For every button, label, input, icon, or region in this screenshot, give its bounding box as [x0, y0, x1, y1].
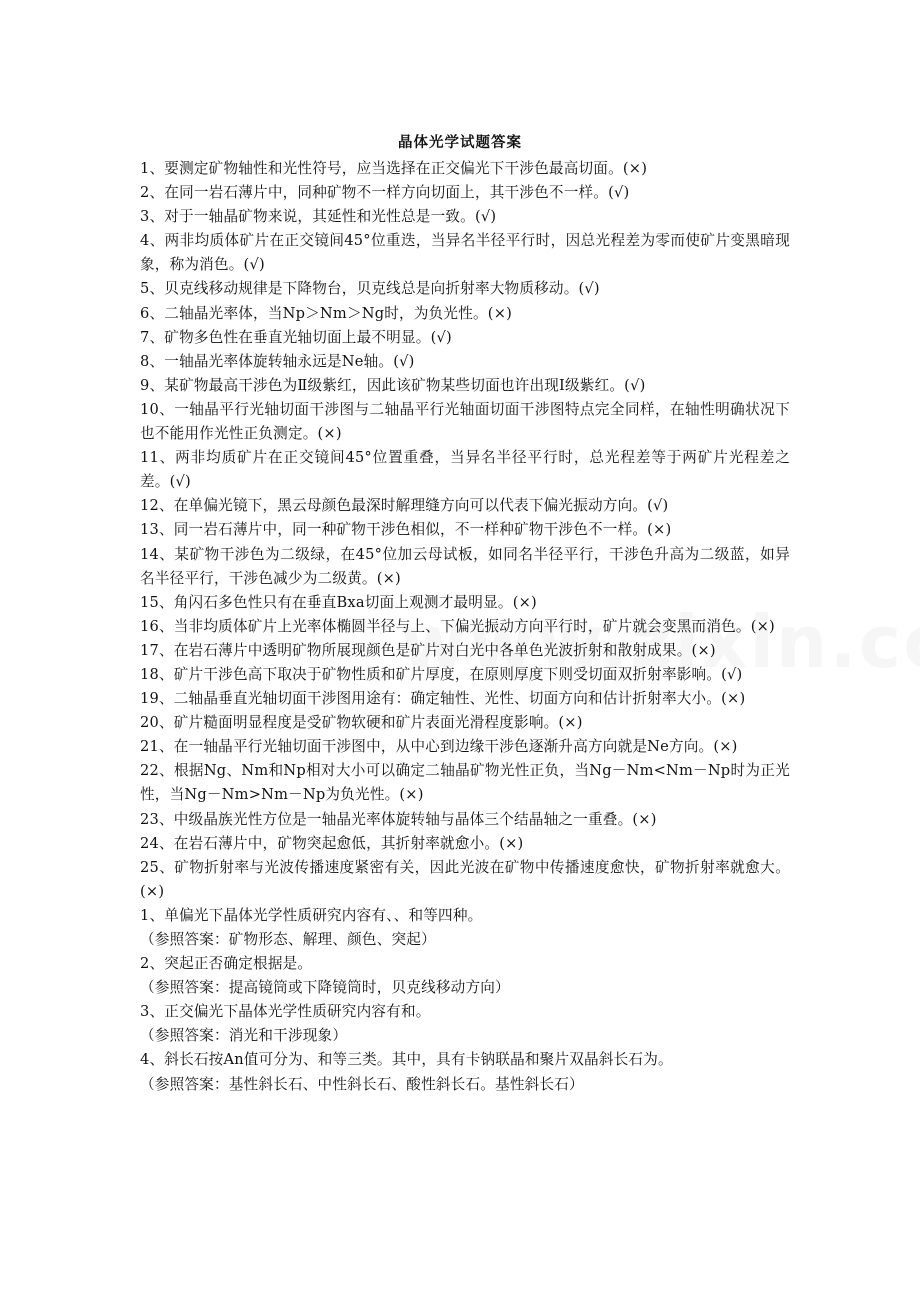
document-body — [140, 157, 790, 1097]
judgement-item-3: 3、对于一轴晶矿物来说，其延性和光性总是一致。(√) — [140, 208, 497, 226]
judgement-item-11: 11、两非均质矿片在正交镜间45°位置重叠，当异名半径平行时，总光程差等于两矿片光程差之差。(√) — [140, 449, 790, 491]
fill-answer-2: （参照答案：提高镜筒或下降镜筒时，贝克线移动方向） — [140, 979, 510, 997]
judgement-item-14: 14、某矿物干涉色为二级绿，在45°位加云母试板，如同名半径平行，干涉色升高为二级蓝，如异名半径平行，干涉色减少为二级黄。(×) — [140, 545, 790, 587]
judgement-item-19: 19、二轴晶垂直光轴切面干涉图用途有：确定轴性、光性、切面方向和估计折射率大小。(×) — [140, 690, 746, 708]
judgement-item-20: 20、矿片糙面明显程度是受矿物软硬和矿片表面光滑程度影响。(×) — [140, 714, 583, 732]
judgement-item-1: 1、要测定矿物轴性和光性符号，应当选择在正交偏光下干涉色最高切面。(×) — [140, 160, 648, 177]
fill-answer-4: （参照答案：基性斜长石、中性斜长石、酸性斜长石。基性斜长石） — [140, 1075, 584, 1093]
judgement-item-24: 24、在岩石薄片中，矿物突起愈低，其折射率就愈小。(×) — [140, 834, 524, 852]
judgement-item-13: 13、同一岩石薄片中，同一种矿物干涉色相似，不一样种矿物干涉色不一样。(×) — [140, 521, 672, 539]
judgement-item-16: 16、当非均质体矿片上光率体椭圆半径与上、下偏光振动方向平行时，矿片就会变黑而消色。(×) — [140, 617, 775, 635]
judgement-item-21: 21、在一轴晶平行光轴切面干涉图中，从中心到边缘干涉色逐渐升高方向就是Ne方向。(×) — [140, 738, 738, 756]
fill-answer-1: （参照答案：矿物形态、解理、颜色、突起） — [140, 931, 436, 948]
judgement-item-6: 6、二轴晶光率体，当Np＞Nm＞Ng时，为负光性。(×) — [140, 304, 513, 322]
fill-answer-3: （参照答案：消光和干涉现象） — [140, 1027, 348, 1045]
judgement-item-25: 25、矿物折射率与光波传播速度紧密有关，因此光波在矿物中传播速度愈快，矿物折射率就愈大。(×) — [140, 858, 790, 900]
judgement-item-10: 10、一轴晶平行光轴切面干涉图与二轴晶平行光轴面切面干涉图特点完全同样，在轴性明确状况下也不能用作光性正负测定。(×) — [140, 400, 790, 443]
judgement-item-23: 23、中级晶族光性方位是一轴晶光率体旋转轴与晶体三个结晶轴之一重叠。(×) — [140, 810, 657, 828]
judgement-item-7: 7、矿物多色性在垂直光轴切面上最不明显。(√) — [140, 328, 452, 346]
judgement-item-4: 4、两非均质体矿片在正交镜间45°位重迭，当异名半径平行时，因总光程差为零而使矿片变黑暗现象，称为消色。(√) — [140, 232, 790, 274]
judgement-item-18: 18、矿片干涉色高下取决于矿物性质和矿片厚度，在原则厚度下则受切面双折射率影响。(√) — [140, 665, 743, 683]
fill-question-3: 3、正交偏光下晶体光学性质研究内容有和。 — [140, 1003, 431, 1021]
judgement-item-12: 12、在单偏光镜下，黑云母颜色最深时解理缝方向可以代表下偏光振动方向。(√) — [140, 497, 669, 515]
judgement-item-9: 9、某矿物最高干涉色为Ⅱ级紫红，因此该矿物某些切面也许出现Ⅰ级紫红。(√) — [140, 376, 646, 394]
fill-question-1: 1、单偏光下晶体光学性质研究内容有、、和等四种。 — [140, 906, 483, 924]
judgement-item-5: 5、贝克线移动规律是下降物台，贝克线总是向折射率大物质移动。(√) — [140, 280, 600, 298]
fill-question-2: 2、突起正否确定根据是。 — [140, 955, 313, 973]
judgement-item-8: 8、一轴晶光率体旋转轴永远是Ne轴。(√) — [140, 352, 415, 370]
document-title: 晶体光学试题答案 — [398, 134, 522, 151]
fill-question-4: 4、斜长石按An值可分为、和等三类。其中，具有卡钠联晶和聚片双晶斜长石为。 — [140, 1051, 673, 1069]
judgement-item-17: 17、在岩石薄片中透明矿物所展现颜色是矿片对白光中各单色光波折射和散射成果。(×) — [140, 641, 716, 659]
judgement-item-22: 22、根据Ng、Nm和Np相对大小可以确定二轴晶矿物光性正负，当Ng－Nm<Nm－Np时为正光性，当Ng－Nm>Nm－Np为负光性。(×) — [140, 762, 790, 804]
judgement-item-15: 15、角闪石多色性只有在垂直Bxa切面上观测才最明显。(×) — [140, 593, 537, 611]
judgement-item-2: 2、在同一岩石薄片中，同种矿物不一样方向切面上，其干涉色不一样。(√) — [140, 184, 630, 202]
